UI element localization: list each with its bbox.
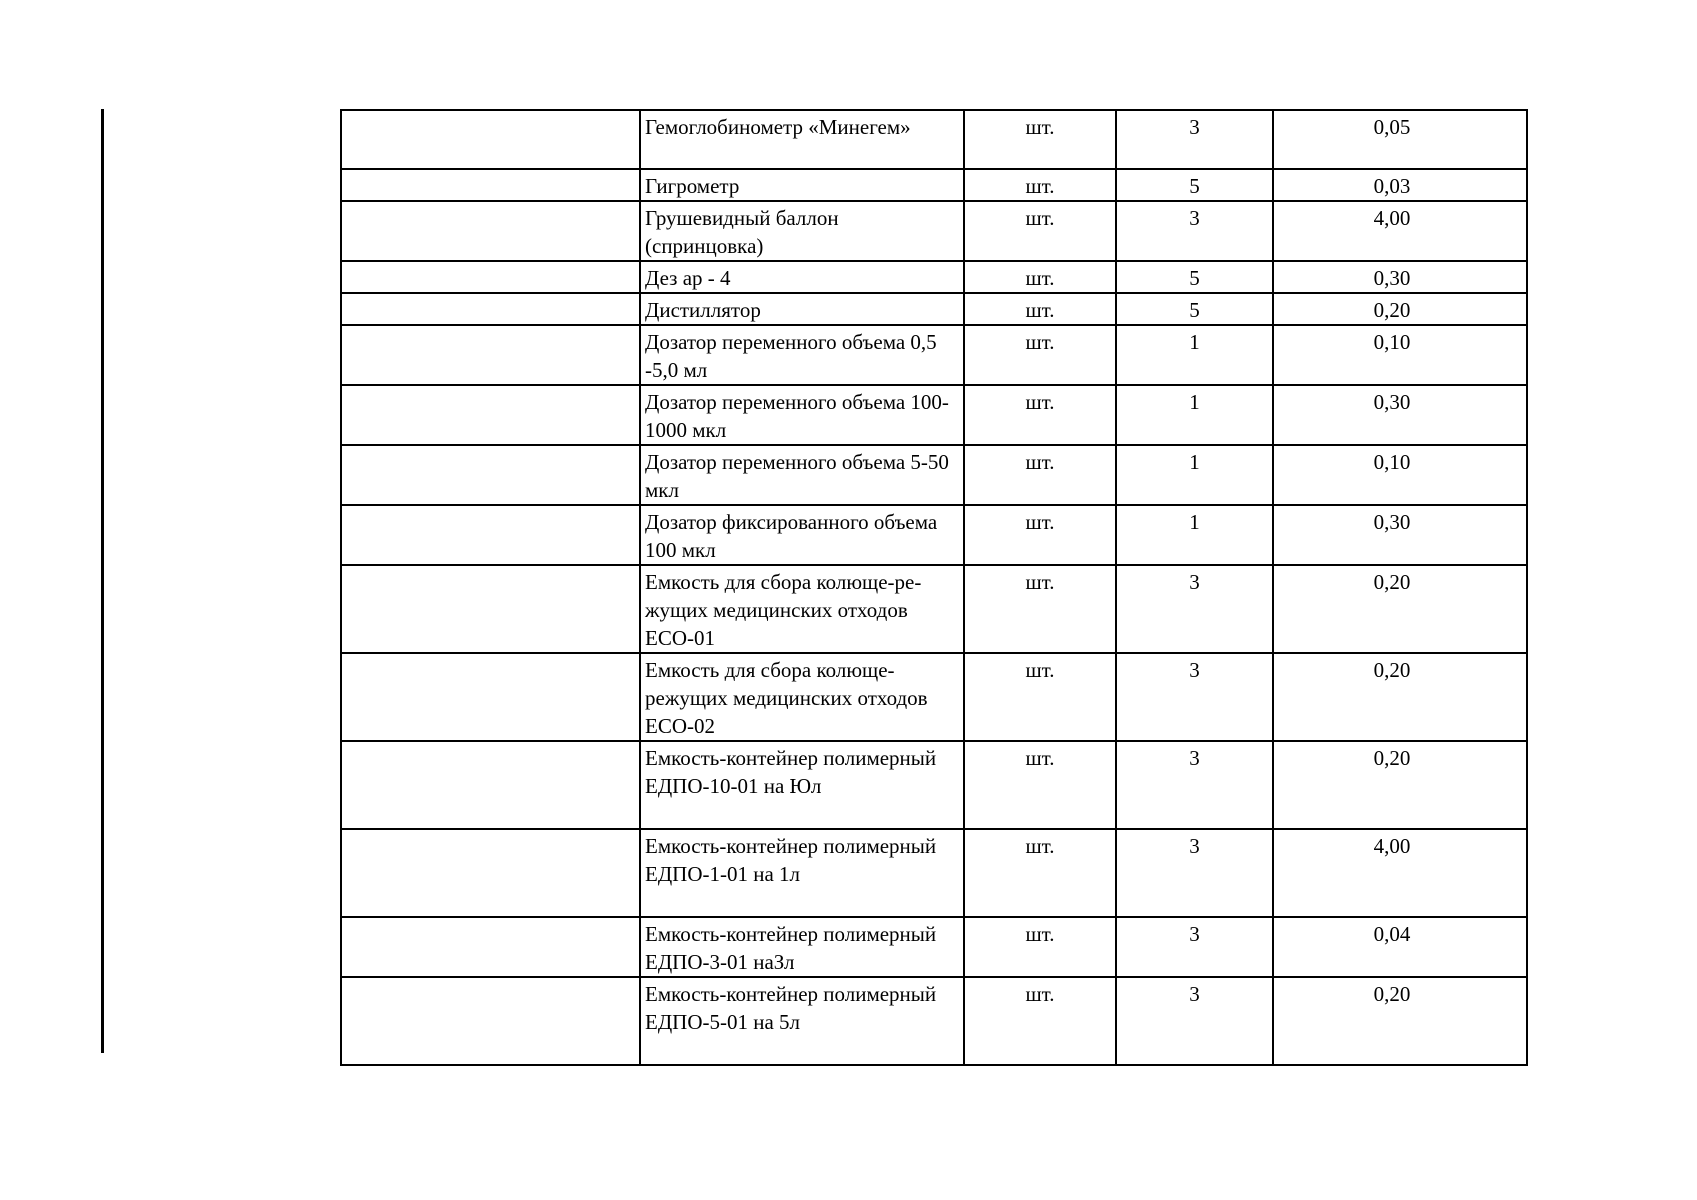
- empty-cell: [341, 653, 640, 741]
- empty-cell: [341, 565, 640, 653]
- quantity-cell: 1: [1116, 385, 1273, 445]
- quantity-cell: 3: [1116, 110, 1273, 169]
- empty-cell: [341, 110, 640, 169]
- item-name-cell: Емкость-контейнер полимерный ЕДПО-3-01 наЗл: [640, 917, 964, 977]
- quantity-cell: 1: [1116, 505, 1273, 565]
- item-name-cell: Емкость-контейнер полимерный ЕДПО-1-01 на 1л: [640, 829, 964, 917]
- table-row: [341, 325, 1527, 385]
- quantity-cell: 5: [1116, 169, 1273, 201]
- quantity-cell: 3: [1116, 653, 1273, 741]
- table-row: [341, 385, 1527, 445]
- unit-cell: шт.: [964, 385, 1116, 445]
- empty-cell: [341, 325, 640, 385]
- unit-cell: шт.: [964, 110, 1116, 169]
- unit-cell: шт.: [964, 505, 1116, 565]
- equipment-table: [340, 109, 1528, 1066]
- empty-cell: [341, 829, 640, 917]
- quantity-cell: 3: [1116, 565, 1273, 653]
- empty-cell: [341, 445, 640, 505]
- item-name-cell: Гемоглобинометр «Минегем»: [640, 110, 964, 169]
- table-row: [341, 917, 1527, 977]
- item-name-cell: Дозатор переменного объема 0,5 -5,0 мл: [640, 325, 964, 385]
- table-row: [341, 261, 1527, 293]
- value-cell: 4,00: [1273, 201, 1527, 261]
- value-cell: 0,05: [1273, 110, 1527, 169]
- unit-cell: шт.: [964, 261, 1116, 293]
- table-row: [341, 829, 1527, 917]
- left-margin-rule: [101, 109, 104, 1053]
- item-name-cell: Емкость-контейнер полимерный ЕДПО-5-01 на 5л: [640, 977, 964, 1065]
- value-cell: 0,04: [1273, 917, 1527, 977]
- quantity-cell: 3: [1116, 201, 1273, 261]
- item-name-cell: Дозатор переменного объема 100-1000 мкл: [640, 385, 964, 445]
- empty-cell: [341, 741, 640, 829]
- item-name-cell: Емкость-контейнер полимерный ЕДПО-10-01 на Юл: [640, 741, 964, 829]
- unit-cell: шт.: [964, 201, 1116, 261]
- value-cell: 0,03: [1273, 169, 1527, 201]
- table-row: [341, 169, 1527, 201]
- table-row: [341, 293, 1527, 325]
- empty-cell: [341, 169, 640, 201]
- value-cell: 0,20: [1273, 293, 1527, 325]
- unit-cell: шт.: [964, 653, 1116, 741]
- quantity-cell: 3: [1116, 917, 1273, 977]
- unit-cell: шт.: [964, 565, 1116, 653]
- item-name-cell: Дозатор фиксированного объема 100 мкл: [640, 505, 964, 565]
- empty-cell: [341, 917, 640, 977]
- table-row: [341, 110, 1527, 169]
- table-row: [341, 977, 1527, 1065]
- value-cell: 4,00: [1273, 829, 1527, 917]
- item-name-cell: Емкость для сбора колюще-режущих медицинских отходов ЕСО-02: [640, 653, 964, 741]
- unit-cell: шт.: [964, 977, 1116, 1065]
- unit-cell: шт.: [964, 169, 1116, 201]
- value-cell: 0,30: [1273, 385, 1527, 445]
- unit-cell: шт.: [964, 917, 1116, 977]
- empty-cell: [341, 261, 640, 293]
- unit-cell: шт.: [964, 293, 1116, 325]
- item-name-cell: Грушевидный баллон (спринцовка): [640, 201, 964, 261]
- quantity-cell: 5: [1116, 293, 1273, 325]
- value-cell: 0,10: [1273, 325, 1527, 385]
- value-cell: 0,10: [1273, 445, 1527, 505]
- table-row: [341, 653, 1527, 741]
- value-cell: 0,30: [1273, 505, 1527, 565]
- unit-cell: шт.: [964, 829, 1116, 917]
- empty-cell: [341, 201, 640, 261]
- value-cell: 0,20: [1273, 565, 1527, 653]
- unit-cell: шт.: [964, 741, 1116, 829]
- table-row: [341, 505, 1527, 565]
- quantity-cell: 3: [1116, 741, 1273, 829]
- table-row: [341, 565, 1527, 653]
- quantity-cell: 3: [1116, 829, 1273, 917]
- table-row: [341, 445, 1527, 505]
- empty-cell: [341, 293, 640, 325]
- item-name-cell: Дозатор переменного объема 5-50 мкл: [640, 445, 964, 505]
- equipment-table-body: [341, 110, 1527, 1065]
- table-row: [341, 741, 1527, 829]
- item-name-cell: Дистиллятор: [640, 293, 964, 325]
- item-name-cell: Дез ар - 4: [640, 261, 964, 293]
- unit-cell: шт.: [964, 445, 1116, 505]
- table-row: [341, 201, 1527, 261]
- item-name-cell: Гигрометр: [640, 169, 964, 201]
- value-cell: 0,20: [1273, 977, 1527, 1065]
- value-cell: 0,20: [1273, 653, 1527, 741]
- empty-cell: [341, 505, 640, 565]
- quantity-cell: 3: [1116, 977, 1273, 1065]
- unit-cell: шт.: [964, 325, 1116, 385]
- value-cell: 0,20: [1273, 741, 1527, 829]
- quantity-cell: 1: [1116, 325, 1273, 385]
- empty-cell: [341, 977, 640, 1065]
- empty-cell: [341, 385, 640, 445]
- item-name-cell: Емкость для сбора колюще-ре-жущих медицинских отходов ЕСО-01: [640, 565, 964, 653]
- value-cell: 0,30: [1273, 261, 1527, 293]
- quantity-cell: 5: [1116, 261, 1273, 293]
- quantity-cell: 1: [1116, 445, 1273, 505]
